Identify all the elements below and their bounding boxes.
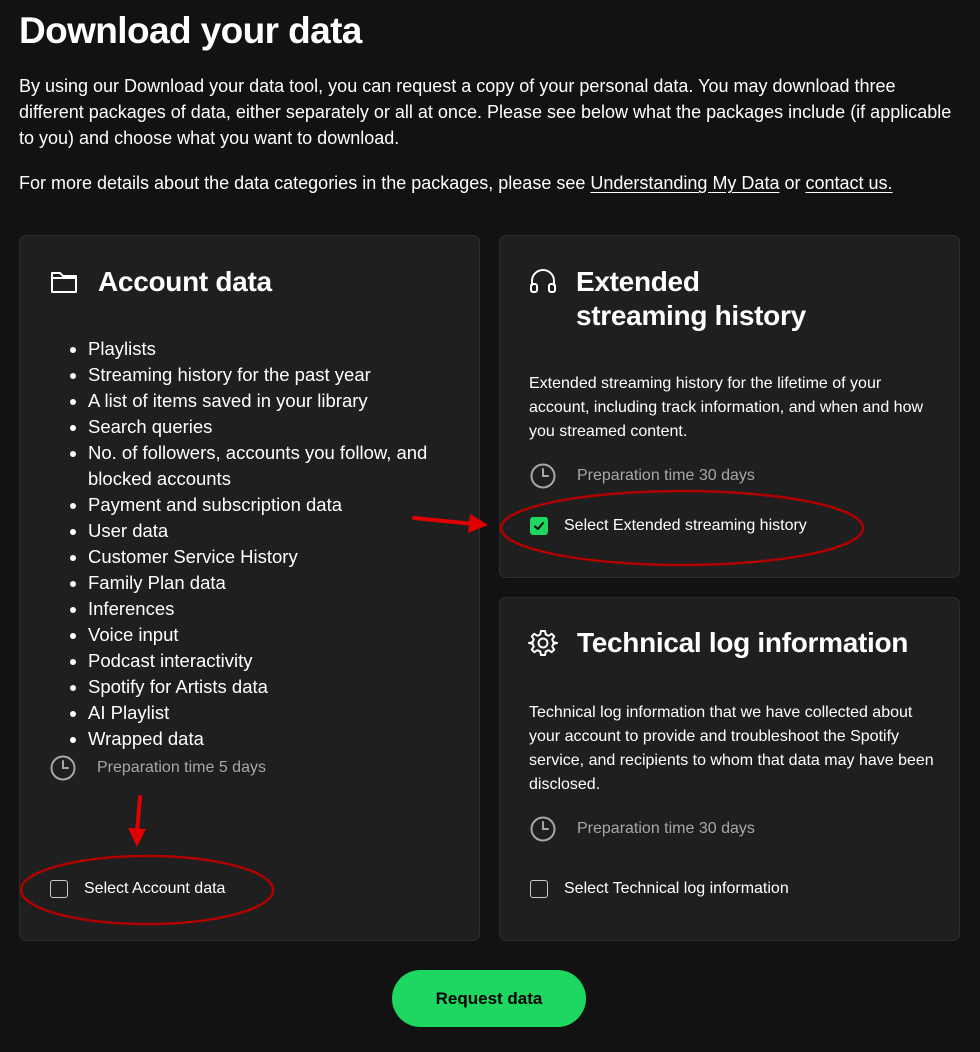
technical-prep-label: Preparation time 30 days [577,820,755,837]
extended-prep-time [529,462,755,490]
list-item: • Search queries [88,414,468,440]
extended-title-line2: streaming history [576,300,806,331]
understanding-my-data-link[interactable]: Understanding My Data [590,173,780,193]
technical-log-card [499,597,960,941]
extended-history-desc: Extended streaming history for the lifetime of your account, including track information, and when and how you streamed content. [529,375,924,440]
technical-log-checkbox[interactable] [530,880,548,898]
select-account-data[interactable] [50,880,225,898]
page-title: Download your data [19,10,362,51]
list-item: • Voice input [88,622,468,648]
list-item: • User data [88,518,468,544]
headphones-icon [528,266,558,296]
extended-history-checkbox[interactable] [530,517,548,535]
select-technical-log[interactable] [530,880,789,898]
account-prep-label: Preparation time 5 days [97,759,266,776]
extended-prep-label: Preparation time 30 days [577,467,755,484]
list-item: • Spotify for Artists data [88,674,468,700]
select-technical-label: Select Technical log information [564,880,789,897]
clock-icon [529,815,557,843]
select-account-label: Select Account data [84,880,226,897]
technical-prep-time [529,815,755,843]
technical-log-desc: Technical log information that we have collected about your account to provide and troubleshoot the Spotify service, and recipients to whom that data may have been disclosed. [529,704,934,793]
account-data-title: Account data [98,266,272,297]
account-data-list [69,336,468,752]
details-prefix: For more details about the data categories in the packages, please see [19,173,591,193]
gear-icon [528,628,558,658]
account-data-card [19,235,480,941]
technical-log-title: Technical log information [577,627,909,658]
list-item: • Playlists [88,336,468,362]
folder-icon [49,267,79,297]
clock-icon [49,754,77,782]
list-item: • Payment and subscription data [88,492,468,518]
list-item: • A list of items saved in your library [88,388,468,414]
list-item: • AI Playlist [88,700,468,726]
list-item: • Streaming history for the past year [88,362,468,388]
account-data-checkbox[interactable] [50,880,68,898]
checkmark-icon [533,520,545,532]
extended-history-title [576,265,806,333]
clock-icon [529,462,557,490]
details-text [19,170,969,196]
details-middle: or [779,173,806,193]
list-item: • Customer Service History [88,544,468,570]
extended-history-card [499,235,960,578]
list-item: • Wrapped data [88,726,468,752]
list-item: • No. of followers, accounts you follow, and blocked accounts [88,440,468,492]
list-item: • Inferences [88,596,468,622]
select-extended-history[interactable] [530,517,807,535]
request-data-button[interactable]: Request data [392,970,586,1027]
list-item: • Podcast interactivity [88,648,468,674]
intro-text: By using our Download your data tool, you can request a copy of your personal data. You may download three different packages of data, either separately or all at once. Please see below what the packages include (if applicable to you) and choose what you want to download. [19,76,952,148]
extended-title-line1: Extended [576,266,700,297]
contact-us-link[interactable]: contact us. [805,173,893,193]
list-item: • Family Plan data [88,570,468,596]
account-prep-time [49,754,266,782]
select-extended-label: Select Extended streaming history [564,517,807,534]
